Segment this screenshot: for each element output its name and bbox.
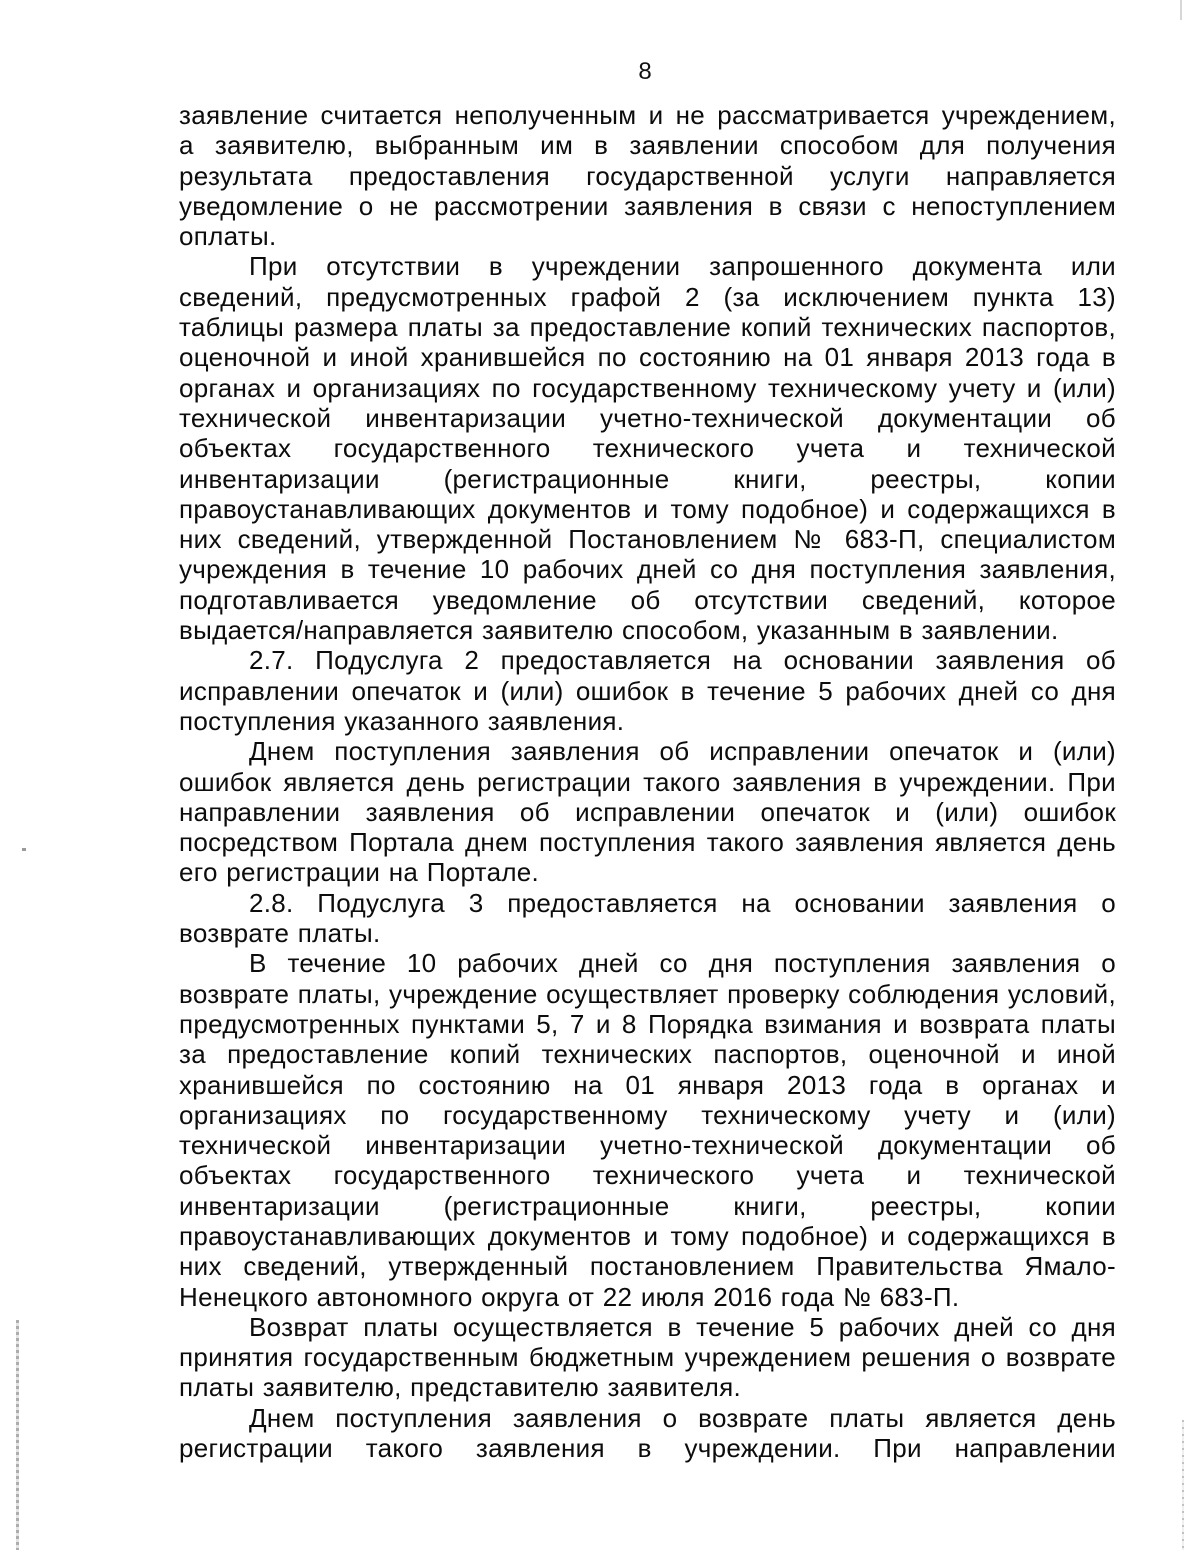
scan-edge-artifact-right [1182, 1420, 1184, 1550]
paragraph-refund-receipt-day: Днем поступления заявления о возврате платы является день регистрации такого заявления в учреждении. При направлении [179, 1402, 1116, 1464]
paragraph-absence-of-documents: При отсутствии в учреждении запрошенного документа или сведений, предусмотренных графой 2 (за исключением пункта 13) таблицы размера платы за предоставление копий технических паспортов, оценочной и иной хранившейся по состоянию на 01 января 2013 года в органах и организациях по государственному техническому учету и (или) технической инвентаризации учетно-технической документации об объектах государственного технического учета и технической инвентаризации (регистрационные книги, реестры, копии правоустанавливающих документов и тому подобное) и содержащихся в них сведений, утвержденной Постановлением № 683-П, специалистом учреждения в течение 10 рабочих дней со дня поступления заявления, подготавливается уведомление об отсутствии сведений, которое выдается/направляется заявителю способом, указанным в заявлении. [179, 251, 1116, 646]
paragraph-2-7: 2.7. Подуслуга 2 предоставляется на основании заявления об исправлении опечаток и (или) ошибок в течение 5 рабочих дней со дня поступления указанного заявления. [179, 645, 1116, 736]
paragraph-correction-receipt-day: Днем поступления заявления об исправлении опечаток и (или) ошибок является день регистрации такого заявления в учреждении. При направлении заявления об исправлении опечаток и (или) ошибок посредством Портала днем поступления такого заявления является день его регистрации на Портале. [179, 736, 1116, 888]
paragraph-refund-check: В течение 10 рабочих дней со дня поступления заявления о возврате платы, учреждение осуществляет проверку соблюдения условий, предусмотренных пунктами 5, 7 и 8 Порядка взимания и возврата платы за предоставление копий технических паспортов, оценочной и иной хранившейся по состоянию на 01 января 2013 года в органах и организациях по государственному техническому учету и (или) технической инвентаризации учетно-технической документации об объектах государственного технического учета и технической инвентаризации (регистрационные книги, реестры, копии правоустанавливающих документов и тому подобное) и содержащихся в них сведений, утвержденный постановлением Правительства Ямало-Ненецкого автономного округа от 22 июля 2016 года № 683-П. [179, 948, 1116, 1312]
paragraph-refund-term: Возврат платы осуществляется в течение 5 рабочих дней со дня принятия государственным бюджетным учреждением решения о возврате платы заявителю, представителю заявителя. [179, 1311, 1116, 1403]
scan-edge-artifact-top [1180, 0, 1182, 20]
scan-dust-artifact [22, 848, 26, 851]
page-number: 8 [638, 58, 652, 85]
paragraph-continuation: заявление считается неполученным и не рассматривается учреждением, а заявителю, выбранным им в заявлении способом для получения результата предоставления государственной услуги направляется уведомление о не рассмотрении заявления в связи с непоступлением оплаты. [179, 100, 1116, 252]
document-body [179, 100, 1116, 1463]
paragraph-2-8: 2.8. Подуслуга 3 предоставляется на основании заявления о возврате платы. [179, 887, 1116, 949]
scan-edge-artifact-left [16, 1320, 19, 1550]
